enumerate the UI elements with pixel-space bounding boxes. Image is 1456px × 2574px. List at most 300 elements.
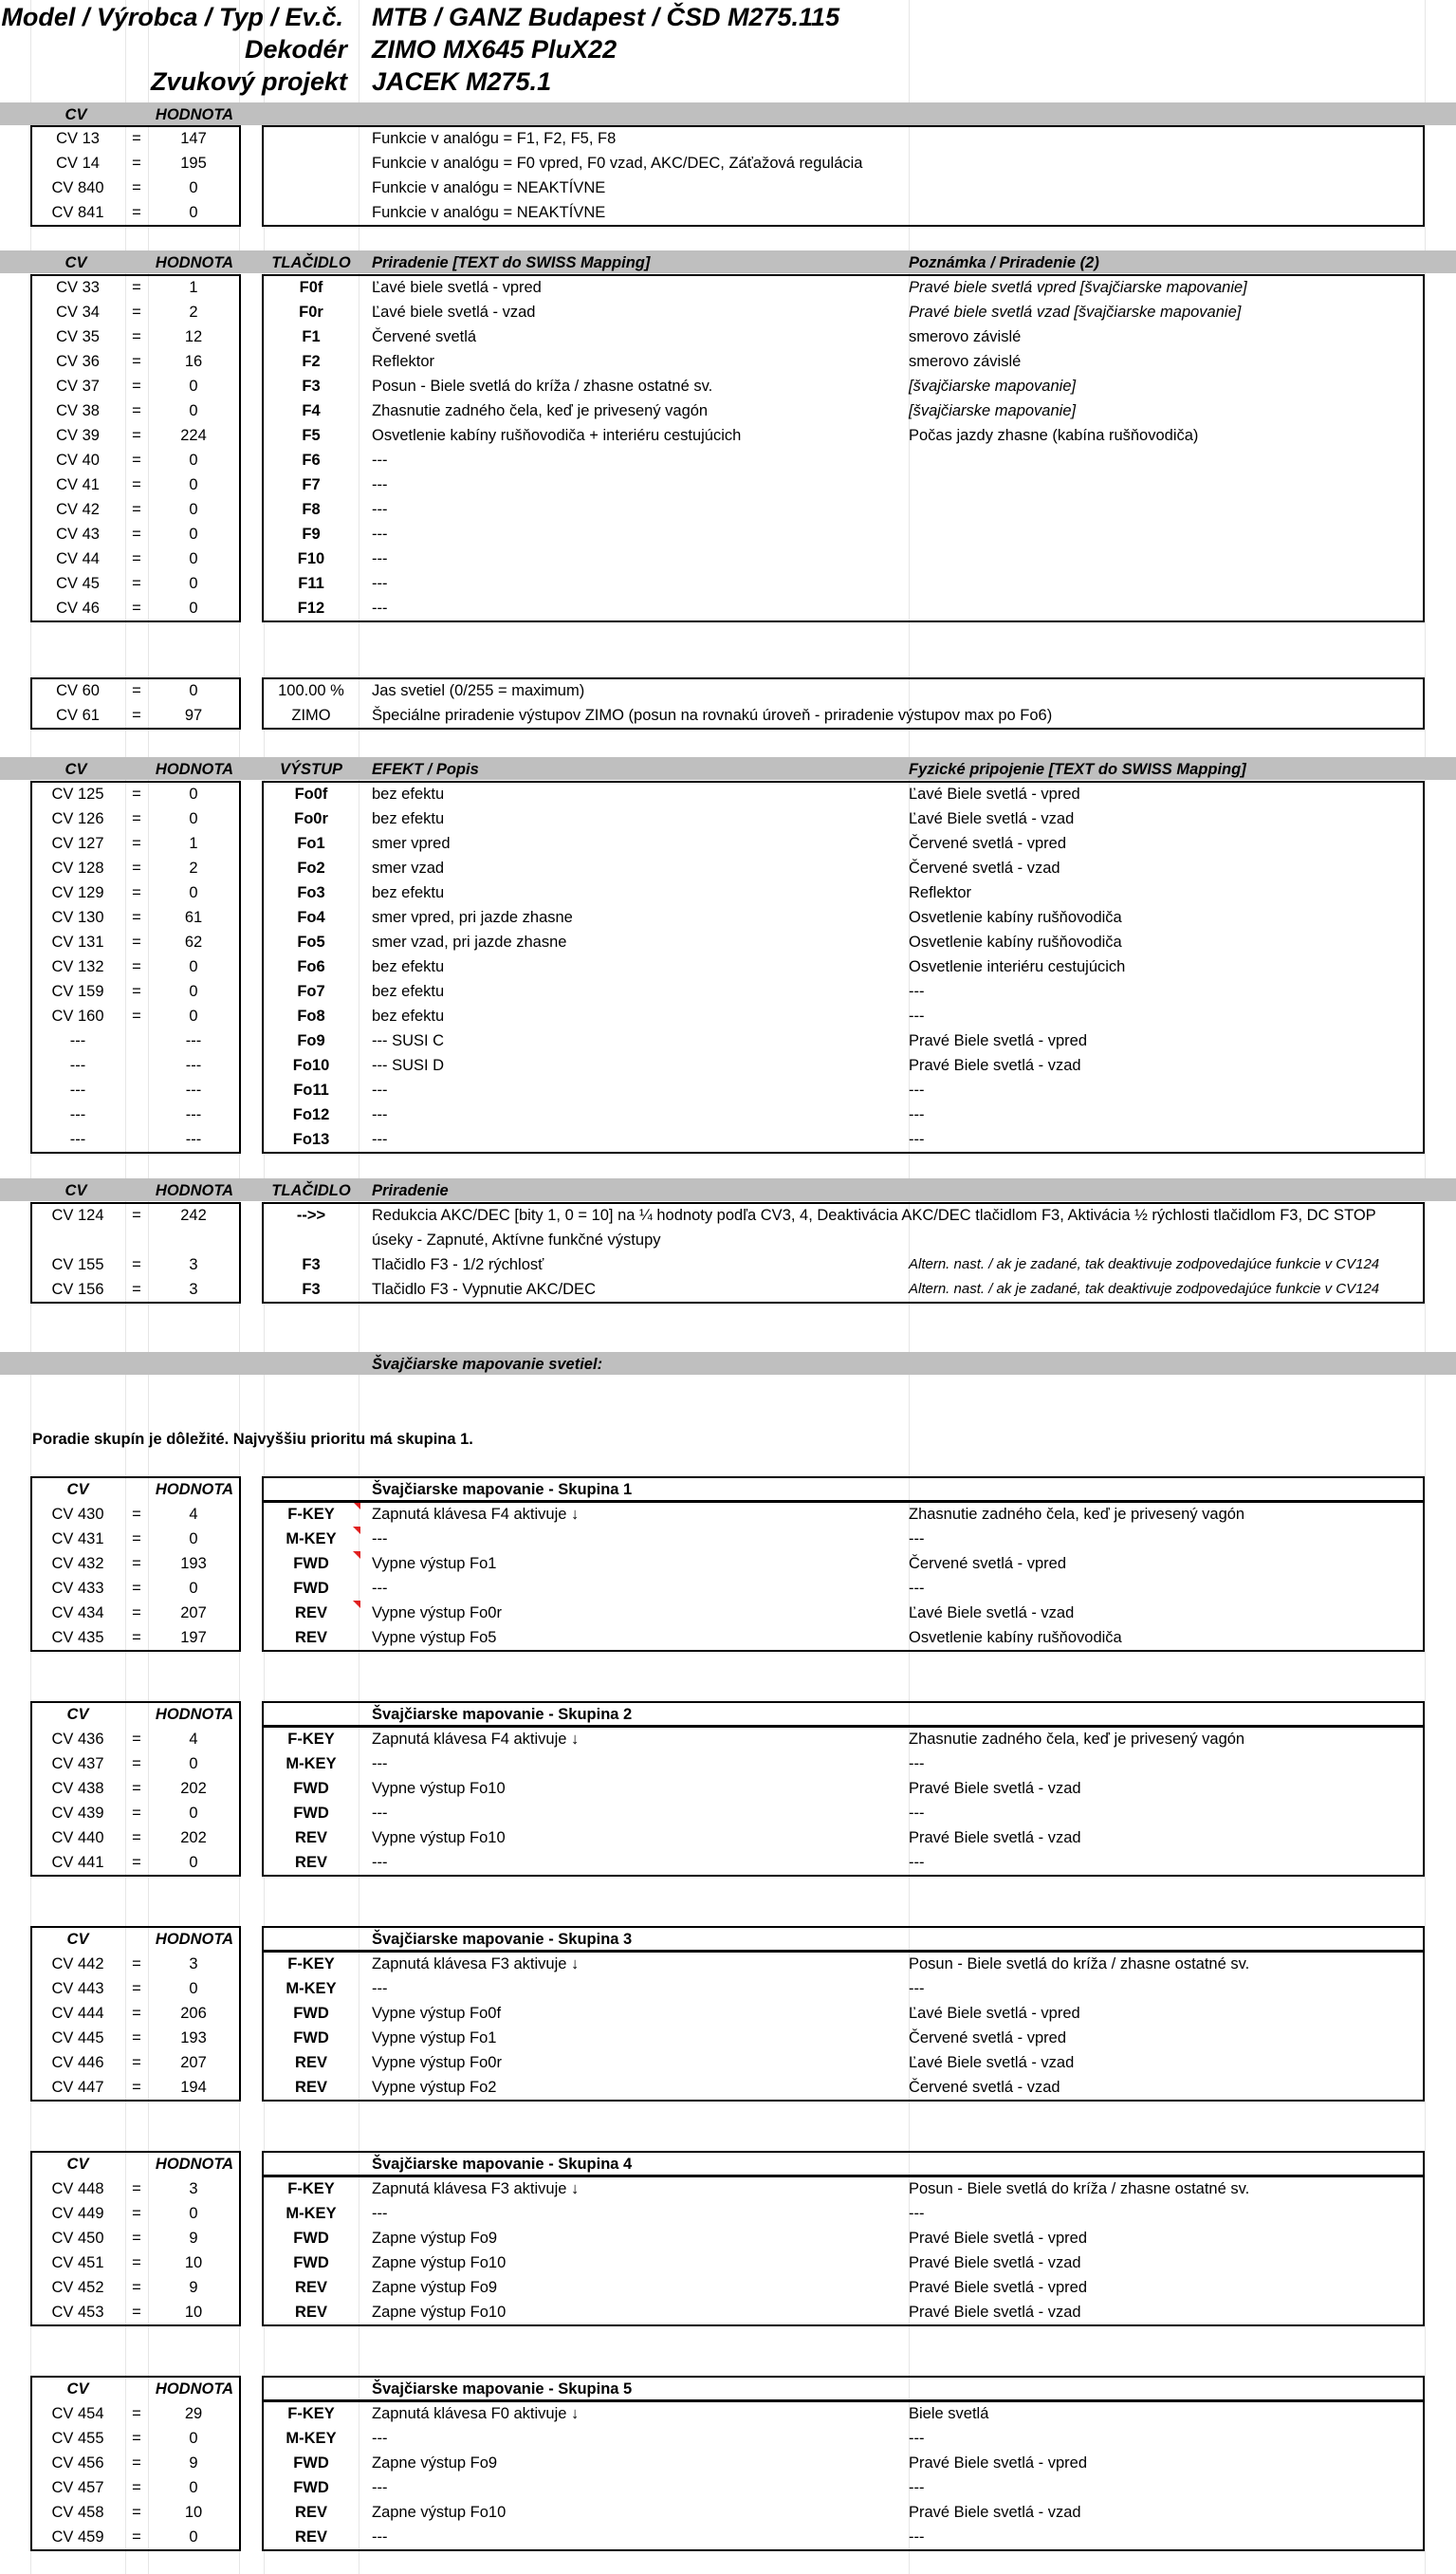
equals-sign: =	[132, 2504, 141, 2521]
column-header: HODNOTA	[155, 106, 234, 123]
cv-number: CV 439	[51, 1805, 104, 1822]
description: bez efektu	[372, 786, 445, 803]
cv-number: CV 436	[51, 1731, 104, 1748]
sound-project-label: Zvukový projekt	[150, 67, 347, 96]
key-output: F9	[302, 526, 321, 543]
key-type: FWD	[293, 2254, 329, 2271]
description: Vypne výstup Fo2	[372, 2079, 497, 2096]
key-output: F3	[302, 1256, 321, 1273]
cv-value: 12	[184, 328, 203, 345]
description: ---	[372, 476, 388, 493]
equals-sign: =	[132, 2230, 141, 2247]
cv-value: 0	[189, 810, 198, 827]
cv-number: CV 126	[51, 810, 104, 827]
equals-sign: =	[132, 958, 141, 975]
cv-number: CV 453	[51, 2304, 104, 2321]
note: Červené svetlá - vpred	[909, 1555, 1066, 1572]
key-type: REV	[295, 2304, 327, 2321]
cv-number: CV 160	[51, 1008, 104, 1025]
description: Funkcie v analógu = NEAKTÍVNE	[372, 204, 606, 221]
equals-sign: =	[132, 1629, 141, 1646]
cv-number: CV 440	[51, 1829, 104, 1846]
cv-number: CV 44	[56, 550, 100, 567]
cv-number: CV 442	[51, 1955, 104, 1972]
cv-number: CV 130	[51, 909, 104, 926]
cv-number: CV 448	[51, 2180, 104, 2197]
cv-number: CV 40	[56, 452, 100, 469]
equals-sign: =	[132, 2454, 141, 2472]
cv-value: 0	[189, 983, 198, 1000]
cv-value: 207	[180, 2054, 207, 2071]
cv-number: CV 132	[51, 958, 104, 975]
description: ---	[372, 1580, 388, 1597]
cv-value-box	[30, 1926, 241, 2102]
description: Osvetlenie kabíny rušňovodiča + interiéru cestujúcich	[372, 427, 742, 444]
cv-number: CV 155	[51, 1256, 104, 1273]
key-output: F0r	[299, 304, 323, 321]
cv-value: 3	[189, 1281, 198, 1298]
equals-sign: =	[132, 1555, 141, 1572]
equals-sign: =	[132, 2254, 141, 2271]
key-type: FWD	[293, 1580, 329, 1597]
note: Pravé Biele svetlá - vzad	[909, 2304, 1081, 2321]
description: ---	[372, 1805, 388, 1822]
column-header: HODNOTA	[155, 1931, 234, 1948]
description: ---	[372, 526, 388, 543]
equals-sign: =	[132, 1854, 141, 1871]
cv-number: CV 128	[51, 860, 104, 877]
description: Tlačidlo F3 - 1/2 rýchlosť	[372, 1256, 544, 1273]
cv-value: 193	[180, 1555, 207, 1572]
column-header: TLAČIDLO	[271, 254, 351, 271]
description: Zapnutá klávesa F4 aktivuje ↓	[372, 1731, 580, 1748]
key-output: -->>	[296, 1207, 326, 1224]
description: --- SUSI D	[372, 1057, 445, 1074]
key-type: FWD	[293, 2230, 329, 2247]
cv-value: 0	[189, 958, 198, 975]
cv-value-box	[30, 2376, 241, 2551]
description: úseky - Zapnuté, Aktívne funkčné výstupy	[372, 1231, 661, 1249]
cv-number: CV 131	[51, 934, 104, 951]
cv-value: 206	[180, 2005, 207, 2022]
column-header: HODNOTA	[155, 2380, 234, 2398]
equals-sign: =	[132, 130, 141, 147]
description: Reflektor	[372, 353, 435, 370]
column-header: HODNOTA	[155, 1706, 234, 1723]
cv-value: 0	[189, 378, 198, 395]
equals-sign: =	[132, 2029, 141, 2046]
note: ---	[909, 1805, 925, 1822]
equals-sign: =	[132, 179, 141, 196]
note: [švajčiarske mapovanie]	[909, 402, 1077, 419]
cv-value: 9	[189, 2454, 198, 2472]
cv-number: CV 841	[51, 204, 104, 221]
description: ---	[372, 1980, 388, 1997]
description: Vypne výstup Fo0r	[372, 2054, 502, 2071]
key-output: Fo4	[297, 909, 325, 926]
description: Funkcie v analógu = F0 vpred, F0 vzad, AKC/DEC, Záťažová regulácia	[372, 155, 863, 172]
key-output: F2	[302, 353, 321, 370]
note: Červené svetlá - vzad	[909, 860, 1060, 877]
note: Červené svetlá - vpred	[909, 2029, 1066, 2046]
cv-number: CV 43	[56, 526, 100, 543]
cv-number: CV 437	[51, 1755, 104, 1772]
group-title-box	[262, 2376, 1425, 2401]
column-header: CV	[65, 254, 87, 271]
model-value: MTB / GANZ Budapest / ČSD M275.115	[372, 3, 840, 31]
key-type: REV	[264, 1601, 359, 1625]
description: bez efektu	[372, 983, 445, 1000]
equals-sign: =	[132, 1755, 141, 1772]
column-header: HODNOTA	[155, 254, 234, 271]
cv-value: 10	[184, 2504, 203, 2521]
group-title: Švajčiarske mapovanie - Skupina 3	[372, 1931, 633, 1948]
description: Zapnutá klávesa F3 aktivuje ↓	[372, 2180, 580, 2197]
cv-value: 0	[189, 2430, 198, 2447]
equals-sign: =	[132, 600, 141, 617]
cv-number: CV 124	[51, 1207, 104, 1224]
key-output: F8	[302, 501, 321, 518]
equals-sign: =	[132, 2279, 141, 2296]
key-output: Fo5	[297, 934, 325, 951]
cv-number: CV 451	[51, 2254, 104, 2271]
cv-number: CV 435	[51, 1629, 104, 1646]
note: Zhasnutie zadného čela, keď je privesený vagón	[909, 1506, 1245, 1523]
cv-number: CV 456	[51, 2454, 104, 2472]
note: ---	[909, 1082, 925, 1099]
cv-value: ---	[185, 1106, 202, 1123]
equals-sign: =	[132, 550, 141, 567]
description: Špeciálne priradenie výstupov ZIMO (posun na rovnakú úroveň - priradenie výstupov max po Fo6)	[372, 707, 1053, 724]
description: bez efektu	[372, 884, 445, 901]
note: ---	[909, 2430, 925, 2447]
note: ---	[909, 1008, 925, 1025]
key-output: F7	[302, 476, 321, 493]
description: Redukcia AKC/DEC [bity 1, 0 = 10] na ¼ hodnoty podľa CV3, 4, Deaktivácia AKC/DEC tlačidlom F3, Aktivácia ½ rýchlosti tlačidlom F3, DC STOP	[372, 1207, 1376, 1224]
equals-sign: =	[132, 1281, 141, 1298]
note: smerovo závislé	[909, 328, 1022, 345]
description: ---	[372, 1854, 388, 1871]
key-output: Fo2	[297, 860, 325, 877]
cv-value: 3	[189, 1955, 198, 1972]
equals-sign: =	[132, 2005, 141, 2022]
column-header: EFEKT / Popis	[372, 761, 479, 778]
equals-sign: =	[132, 2528, 141, 2546]
group-title: Švajčiarske mapovanie - Skupina 1	[372, 1481, 633, 1498]
cv-number: CV 449	[51, 2205, 104, 2222]
equals-sign: =	[132, 1580, 141, 1597]
description: ---	[372, 550, 388, 567]
column-header: HODNOTA	[155, 2156, 234, 2173]
equals-sign: =	[132, 2304, 141, 2321]
cv-number: CV 33	[56, 279, 100, 296]
key-output: F6	[302, 452, 321, 469]
cv-value: 0	[189, 600, 198, 617]
cv-number: CV 36	[56, 353, 100, 370]
description: Funkcie v analógu = NEAKTÍVNE	[372, 179, 606, 196]
equals-sign: =	[132, 2054, 141, 2071]
cv-number: CV 159	[51, 983, 104, 1000]
note: Osvetlenie kabíny rušňovodiča	[909, 909, 1122, 926]
equals-sign: =	[132, 2479, 141, 2496]
column-header: CV	[66, 2156, 89, 2173]
description: bez efektu	[372, 810, 445, 827]
cv-value: 207	[180, 1604, 207, 1621]
note: Zhasnutie zadného čela, keď je privesený vagón	[909, 1731, 1245, 1748]
description: Červené svetlá	[372, 328, 477, 345]
note: ---	[909, 2479, 925, 2496]
description: --- SUSI C	[372, 1032, 445, 1049]
key-type: REV	[295, 2079, 327, 2096]
equals-sign: =	[132, 402, 141, 419]
note: Pravé Biele svetlá - vzad	[909, 1057, 1081, 1074]
column-header-row	[0, 102, 1456, 125]
description: ---	[372, 1082, 388, 1099]
key-output: Fo11	[293, 1082, 329, 1099]
key-output: F5	[302, 427, 321, 444]
column-header: Fyzické pripojenie [TEXT do SWISS Mapping]	[909, 761, 1246, 778]
cv-value: 0	[189, 402, 198, 419]
equals-sign: =	[132, 526, 141, 543]
equals-sign: =	[132, 501, 141, 518]
note: Pravé biele svetlá vzad [švajčiarske mapovanie]	[909, 304, 1242, 321]
equals-sign: =	[132, 934, 141, 951]
cv-value-box	[30, 274, 241, 622]
equals-sign: =	[132, 2205, 141, 2222]
cv-number: CV 431	[51, 1530, 104, 1547]
note: ---	[909, 2205, 925, 2222]
description: Vypne výstup Fo0r	[372, 1604, 502, 1621]
key-type: M-KEY	[286, 1755, 337, 1772]
cv-number: ---	[69, 1106, 86, 1123]
group-title: Švajčiarske mapovanie - Skupina 5	[372, 2380, 633, 2398]
description: Posun - Biele svetlá do kríža / zhasne ostatné sv.	[372, 378, 713, 395]
cv-number: ---	[69, 1032, 86, 1049]
cv-number: CV 447	[51, 2079, 104, 2096]
cv-number: CV 46	[56, 600, 100, 617]
cv-value: 0	[189, 179, 198, 196]
cv-value-box	[30, 1202, 241, 1304]
description: ---	[372, 2205, 388, 2222]
key-output: Fo3	[297, 884, 325, 901]
cv-value: 0	[189, 452, 198, 469]
note: Červené svetlá - vpred	[909, 835, 1066, 852]
key-output: Fo13	[292, 1131, 330, 1148]
description: ---	[372, 1755, 388, 1772]
key-type: FWD	[293, 2479, 329, 2496]
note: ---	[909, 1854, 925, 1871]
equals-sign: =	[132, 860, 141, 877]
cv-value: 16	[184, 353, 203, 370]
description: ---	[372, 600, 388, 617]
note: Pravé Biele svetlá - vzad	[909, 2504, 1081, 2521]
description: bez efektu	[372, 1008, 445, 1025]
cv-number: CV 443	[51, 1980, 104, 1997]
sound-project-value: JACEK M275.1	[372, 67, 552, 96]
cv-number: CV 446	[51, 2054, 104, 2071]
note: ---	[909, 1106, 925, 1123]
cv-number: CV 125	[51, 786, 104, 803]
note: Posun - Biele svetlá do kríža / zhasne ostatné sv.	[909, 1955, 1250, 1972]
key-type: F-KEY	[287, 1731, 335, 1748]
description: Zapne výstup Fo10	[372, 2304, 507, 2321]
column-header: Priradenie [TEXT do SWISS Mapping]	[372, 254, 651, 271]
assignment-box	[262, 2176, 1425, 2326]
cv-value-box	[30, 1476, 241, 1652]
cv-number: CV 41	[56, 476, 100, 493]
cv-value: 0	[189, 204, 198, 221]
description: Vypne výstup Fo5	[372, 1629, 497, 1646]
cv-value-box	[30, 125, 241, 227]
description: Vypne výstup Fo1	[372, 1555, 497, 1572]
equals-sign: =	[132, 2430, 141, 2447]
cv-value: 202	[180, 1780, 207, 1797]
cv-value: 62	[184, 934, 203, 951]
cv-number: ---	[69, 1057, 86, 1074]
equals-sign: =	[132, 810, 141, 827]
key-output: Fo8	[297, 1008, 325, 1025]
description: smer vzad	[372, 860, 445, 877]
note: Červené svetlá - vzad	[909, 2079, 1060, 2096]
description: Zapne výstup Fo9	[372, 2279, 498, 2296]
cv-value: 0	[189, 2528, 198, 2546]
note: Altern. nast. / ak je zadané, tak deaktivuje zodpovedajúce funkcie v CV124	[909, 1256, 1380, 1272]
assignment-box	[262, 677, 1425, 730]
note: ---	[909, 1980, 925, 1997]
cv-value: 0	[189, 1854, 198, 1871]
cv-value-box	[30, 677, 241, 730]
note: ---	[909, 983, 925, 1000]
column-header: HODNOTA	[155, 1182, 234, 1199]
column-header-row	[0, 757, 1456, 780]
cv-value: 194	[180, 2079, 207, 2096]
cv-value: 10	[184, 2304, 203, 2321]
cv-value: 29	[184, 2405, 203, 2422]
key-type: FWD	[264, 1551, 359, 1576]
cv-number: CV 432	[51, 1555, 104, 1572]
cv-number: CV 37	[56, 378, 100, 395]
equals-sign: =	[132, 1530, 141, 1547]
equals-sign: =	[132, 909, 141, 926]
key-type: M-KEY	[286, 2205, 337, 2222]
note: Ľavé Biele svetlá - vpred	[909, 2005, 1080, 2022]
equals-sign: =	[132, 2079, 141, 2096]
note: ---	[909, 1131, 925, 1148]
cv-value-box	[30, 2151, 241, 2326]
note: Posun - Biele svetlá do kríža / zhasne ostatné sv.	[909, 2180, 1250, 2197]
column-header: CV	[65, 106, 87, 123]
equals-sign: =	[132, 983, 141, 1000]
key-type: REV	[295, 2528, 327, 2546]
assignment-box	[262, 125, 1425, 227]
cv-number: CV 61	[56, 707, 100, 724]
equals-sign: =	[132, 575, 141, 592]
note: Pravé Biele svetlá - vpred	[909, 2454, 1088, 2472]
cv-number: CV 34	[56, 304, 100, 321]
cv-number: CV 38	[56, 402, 100, 419]
column-header: VÝSTUP	[279, 761, 343, 778]
description: Vypne výstup Fo0f	[372, 2005, 502, 2022]
column-header: TLAČIDLO	[271, 1182, 351, 1199]
description: Funkcie v analógu = F1, F2, F5, F8	[372, 130, 617, 147]
cv-value: 2	[189, 860, 198, 877]
note: Osvetlenie interiéru cestujúcich	[909, 958, 1126, 975]
decoder-value: ZIMO MX645 PluX22	[372, 35, 617, 64]
cv-value: 0	[189, 2205, 198, 2222]
note: Reflektor	[909, 884, 972, 901]
key-type: M-KEY	[264, 1527, 359, 1551]
equals-sign: =	[132, 155, 141, 172]
key-type: FWD	[293, 2454, 329, 2472]
assignment-box	[262, 274, 1425, 622]
description: Jas svetiel (0/255 = maximum)	[372, 682, 585, 699]
equals-sign: =	[132, 452, 141, 469]
cv-value: 0	[189, 501, 198, 518]
cv-number: ---	[69, 1131, 86, 1148]
assignment-box	[262, 1501, 1425, 1652]
cv-value: 10	[184, 2254, 203, 2271]
cv-value: 2	[189, 304, 198, 321]
equals-sign: =	[132, 1731, 141, 1748]
model-label: Model / Výrobca / Typ / Ev.č.	[1, 3, 343, 31]
key-type: M-KEY	[286, 1980, 337, 1997]
cv-value: 4	[189, 1506, 198, 1523]
description: Zapnutá klávesa F3 aktivuje ↓	[372, 1955, 580, 1972]
description: Zhasnutie zadného čela, keď je privesený vagón	[372, 402, 709, 419]
section-bar	[0, 1352, 1456, 1375]
note: ---	[909, 1530, 925, 1547]
equals-sign: =	[132, 204, 141, 221]
cv-number: CV 13	[56, 130, 100, 147]
column-header	[264, 102, 359, 127]
cv-value: 224	[180, 427, 207, 444]
note: Pravé Biele svetlá - vzad	[909, 1780, 1081, 1797]
description: ---	[372, 1530, 388, 1547]
cv-value: 61	[184, 909, 203, 926]
description: ---	[372, 1131, 388, 1148]
key-type: REV	[295, 1629, 327, 1646]
equals-sign: =	[132, 353, 141, 370]
column-header: CV	[66, 1481, 89, 1498]
equals-sign: =	[132, 427, 141, 444]
note: Biele svetlá	[909, 2405, 989, 2422]
key-type: REV	[295, 2054, 327, 2071]
cv-value: 0	[189, 1580, 198, 1597]
description: Vypne výstup Fo10	[372, 1829, 506, 1846]
note: Ľavé Biele svetlá - vzad	[909, 2054, 1075, 2071]
description: ---	[372, 575, 388, 592]
group-title-box	[262, 1476, 1425, 1502]
key-type: FWD	[293, 1780, 329, 1797]
note: Pravé Biele svetlá - vpred	[909, 1032, 1088, 1049]
note: Ľavé Biele svetlá - vzad	[909, 810, 1075, 827]
equals-sign: =	[132, 1829, 141, 1846]
note: Osvetlenie kabíny rušňovodiča	[909, 1629, 1122, 1646]
cv-number: CV 45	[56, 575, 100, 592]
note: ---	[909, 1580, 925, 1597]
key-output: F4	[302, 402, 321, 419]
cv-value: 0	[189, 526, 198, 543]
note: smerovo závislé	[909, 353, 1022, 370]
equals-sign: =	[132, 1980, 141, 1997]
cv-number: CV 438	[51, 1780, 104, 1797]
cv-number: CV 454	[51, 2405, 104, 2422]
equals-sign: =	[132, 1955, 141, 1972]
cv-value: 242	[180, 1207, 207, 1224]
key-type: REV	[295, 1854, 327, 1871]
cv-number: CV 434	[51, 1604, 104, 1621]
note: Osvetlenie kabíny rušňovodiča	[909, 934, 1122, 951]
